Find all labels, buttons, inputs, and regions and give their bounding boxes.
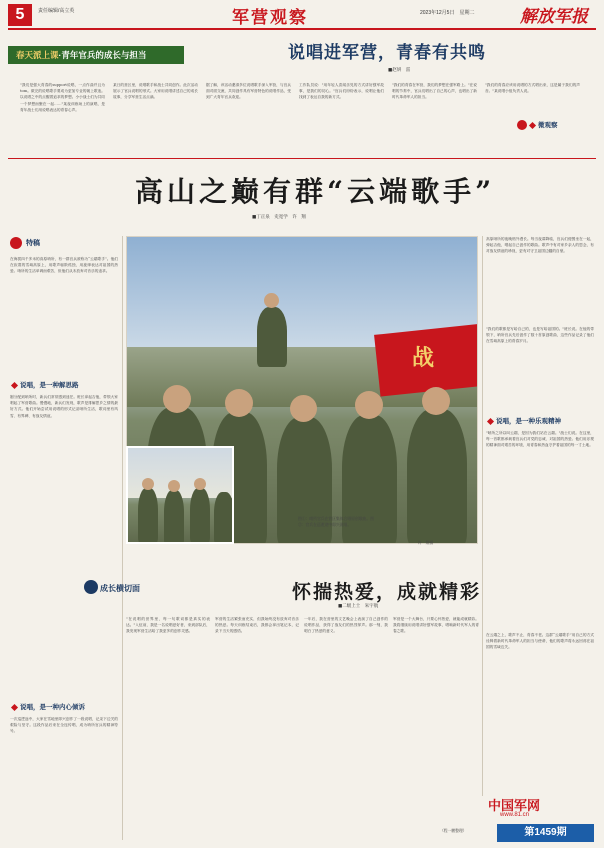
section-title: 军营观察 xyxy=(232,8,308,27)
feature-title: 高山之巅有群“云端歌手” xyxy=(135,175,496,208)
topic-banner: 春天派上课·青年官兵的成长与担当 xyxy=(8,46,184,64)
article2-col4: 军营是一个大舞台，只要心怀热爱，就能成就精彩。我将继续用说唱讲好强军故事，唱响新时代军人的青春之歌。 xyxy=(393,617,479,634)
newspaper-logo: 解放军报 xyxy=(520,7,588,27)
feature-photo-inset xyxy=(126,446,234,544)
feature-section1: 说唱，是一种解思路 xyxy=(12,380,79,389)
article1-col3: 据了解，该活动邀请多位说唱歌手深入军营，与官兵面对面交流，共同创作具有军营特色的说唱作品，受到广大青年官兵欢迎。 xyxy=(206,83,291,100)
feature-col1: 在海拔四千多米的高原哨所，有一群官兵被称为“云端歌手”。他们在寂寞的雪域高原上，用歌声驱散孤独，用旋律表达对祖国的热爱。哨所的生活单调而艰苦，但他们从未放弃对音乐的追求。 xyxy=(10,257,118,274)
article1-title: 说唱进军营，青春有共鸣 xyxy=(288,43,486,63)
article1-col6: "我们的青春应该用说唱的方式唱出来，这是属于我们的声音。"某说唱小组负责人说。 xyxy=(485,83,580,94)
feature-col2: 高原哨所的夜晚格外漫长。每当夜幕降临，官兵们便围坐在一起，弹起吉他，唱起自己创作的歌曲。歌声中有对家乡亲人的思念，有对战友情谊的珍视，更有对守卫祖国边疆的自豪。 xyxy=(486,237,594,254)
column-divider xyxy=(122,236,123,840)
article2-end-note: （程一鹏整理） xyxy=(440,828,467,833)
footer-site-name: 中国军网 xyxy=(488,798,541,813)
issue-date: 2023年12月5日 星期二 xyxy=(420,10,475,16)
feature-section3: 说唱，是一种乐观精神 xyxy=(488,416,561,425)
microscope-icon xyxy=(517,120,527,130)
article2-byline: ■二级上士 朱宇航 xyxy=(338,604,379,609)
section-divider xyxy=(8,158,596,159)
feature-col4: "哨所之所以叫云端，是因为我们站在云端。"战士们说。在这里，每一首歌都承载着官兵们对党的忠诚、对祖国的热爱。他们用乐观的精神面对艰苦的环境，用青春和热血守护着祖国的每一寸土地。 xyxy=(486,431,594,448)
feature-tag: 特稿 xyxy=(26,240,40,247)
photo-credit: 许 翔摄 xyxy=(418,540,434,545)
footer-url[interactable]: www.81.cn xyxy=(500,812,530,818)
feature-byline: ■丁正泉 史宽学 许 翔 xyxy=(252,215,306,220)
article1-col2: 某日的营区里，说唱歌手和战士共同创作。此次活动展示了官兵说唱的形式。大家用说唱讲述自己的成长故事，分享军营生活点滴。 xyxy=(113,83,198,100)
feature-col1b: 刚分配到哨所时，新兵们常常感到迷茫。班长拿起吉他，带领大家唱起了军营歌曲。慢慢地，新兵们发现，歌声是排解思乡之情的最好方式。他们开始尝试用说唱的形式记录哨所生活，歌词里有风雪、有界碑、有战友情谊。 xyxy=(10,395,118,418)
feature-col4b: 在云端之上，歌声不止，青春不老。这群“云端歌手”用自己的方式诠释着新时代革命军人的担当与使命，他们的歌声将永远回荡在祖国的雪域边关。 xyxy=(486,633,594,650)
article2-title: 怀揣热爱，成就精彩 xyxy=(292,581,482,603)
article2-col2: 军营的生活紧张而充实，但我始终没有放弃对音乐的热爱。每天训练结束后，我都会拿出笔记本，记录下当天的感悟。 xyxy=(215,617,299,634)
article2-col1: "在说唱的世界里，每一句歌词都是真实的表达。"入伍前，我是一名说唱爱好者，来到部队后，我发现军营生活给了我更多的创作灵感。 xyxy=(126,617,210,634)
article1-col4: 工作队员说："用年轻人喜闻乐见的方式讲好强军故事，是我们的初心。"官兵们纷纷表示，说唱让他们找到了表达自我的新方式。 xyxy=(299,83,384,100)
column-divider-right xyxy=(482,236,483,796)
feature-col3: "我们的歌都是写给自己的，也是写给祖国的。"班长说。在他的带领下，哨所官兵先后创作了数十首原创歌曲，这些作品记录了他们在雪域高原上的青春岁月。 xyxy=(486,327,594,344)
header-rule xyxy=(8,28,596,30)
editor-credit: 责任编辑/高立英 xyxy=(38,8,75,14)
feature-col1c: 一次巡逻途中，大家在雪地里即兴创作了一段说唱，记录下边关的艰险与坚守。这段作品后来在全连传唱，成为哨所官兵的精神符号。 xyxy=(10,717,118,734)
article1-byline: ■赵妍 雷 xyxy=(388,68,411,73)
photo-caption: 图①：哨所官兵在营区集体合唱原创歌曲。图②：官兵在巡逻途中即兴说唱。 xyxy=(298,516,374,527)
article1-col1: "我们是强大青春的support说唱，一点作曲并且为tom。做完的说唱歌手要成为更加专业的朝上歌迷。以说唱之中的点醒着追求的梦想。小小战士们为共同一个梦想而聚在一起……"某夜训练场上的演唱，是青年战士们用说唱表达的青春心声。 xyxy=(20,83,105,112)
banner-part1: 春天派上课 xyxy=(16,50,59,60)
growth-section-label: 成长横切面 xyxy=(100,584,140,593)
feature-photo-main: 战 xyxy=(126,236,478,544)
page-number: 5 xyxy=(8,4,32,26)
banner-part2: 青年官兵的成长与担当 xyxy=(61,50,147,60)
feature-tag-icon xyxy=(10,237,22,249)
article1-col5: "我们的青春在军营，我们的梦想在强军路上。"在说唱的节奏中，官兵们唱出了自己的心声，也唱出了新时代革命军人的担当。 xyxy=(392,83,477,100)
micro-observe-label: 微观察 xyxy=(530,120,558,129)
feature-section2: 说唱，是一种内心倾诉 xyxy=(12,702,85,711)
article2-col3: 一年后，我在营里的文艺晚会上表演了自己创作的说唱作品，获得了战友们的热烈掌声。那一刻，我明白了热爱的意义。 xyxy=(304,617,388,634)
issue-number: 第1459期 xyxy=(497,824,594,842)
growth-section-icon xyxy=(84,580,98,594)
